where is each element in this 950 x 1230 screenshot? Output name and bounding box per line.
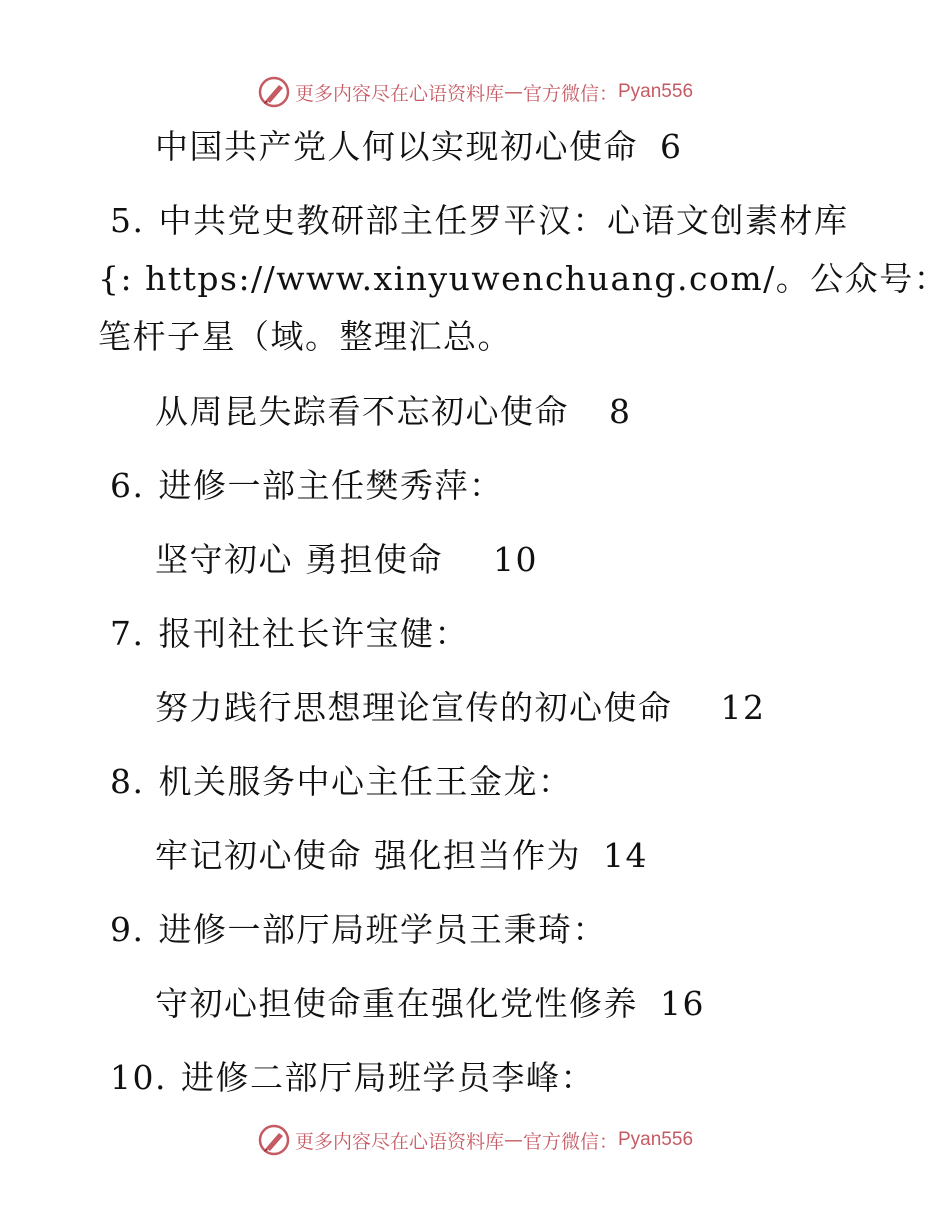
banner-dash: — — [503, 81, 523, 103]
toc-title-line — [155, 984, 705, 1024]
toc-entry-number: 5. — [110, 201, 145, 240]
toc-title-line — [155, 836, 648, 876]
toc-title-line — [155, 127, 683, 167]
toc-continuation-text: 笔杆子星（域。整理汇总。 — [98, 317, 512, 356]
header-banner — [0, 72, 950, 112]
toc-continuation-line — [98, 259, 948, 299]
toc-entry-number: 7. — [110, 614, 145, 653]
toc-entry-number: 10. — [110, 1058, 167, 1097]
banner-official: 官方微信： — [522, 82, 618, 105]
toc-entry-line — [110, 1058, 595, 1098]
toc-entry-line — [110, 910, 607, 950]
toc-entry-text: 进修一部主任樊秀萍： — [158, 466, 504, 505]
toc-title: 努力践行思想理论宣传的初心使命 — [155, 688, 673, 727]
toc-title-line — [155, 392, 632, 432]
toc-entry-text: 报刊社社长许宝健： — [158, 614, 469, 653]
footer-banner — [0, 1120, 950, 1160]
toc-title: 从周昆失踪看不忘初心使命 — [155, 392, 569, 431]
toc-page-number: 12 — [720, 688, 766, 727]
toc-entry-number: 8. — [110, 762, 145, 801]
toc-page-number: 10 — [493, 540, 538, 579]
toc-entry-text: 进修一部厅局班学员王秉琦： — [158, 910, 607, 949]
toc-entry-text: 进修二部厅局班学员李峰： — [180, 1058, 595, 1097]
toc-continuation-line — [98, 317, 512, 357]
toc-page-number: 16 — [660, 984, 705, 1023]
toc-entry-number: 6. — [110, 466, 145, 505]
toc-page-number: 8 — [609, 392, 632, 431]
toc-continuation-text: {: https://www.xinyuwenchuang.com/。公众号： — [98, 259, 949, 298]
banner-text: 更多内容尽在心语资料库 — [294, 1130, 504, 1153]
banner-account: Pyan556 — [618, 81, 694, 102]
toc-entry-number: 9. — [110, 910, 145, 949]
banner-text: 更多内容尽在心语资料库 — [294, 82, 504, 105]
toc-title: 中国共产党人何以实现初心使命 — [155, 127, 638, 166]
banner-dash: — — [503, 1129, 523, 1151]
toc-title-line — [155, 688, 766, 728]
toc-entry-line — [110, 466, 504, 506]
pen-logo-icon — [257, 75, 291, 109]
banner-account: Pyan556 — [618, 1129, 694, 1150]
toc-title: 坚守初心 勇担使命 — [155, 540, 443, 579]
toc-page-number: 6 — [660, 127, 683, 166]
toc-title: 牢记初心使命 强化担当作为 — [155, 836, 581, 875]
toc-page-number: 14 — [603, 836, 648, 875]
toc-entry-text: 机关服务中心主任王金龙： — [158, 762, 573, 801]
toc-title-line — [155, 540, 538, 580]
toc-title: 守初心担使命重在强化党性修养 — [155, 984, 638, 1023]
toc-entry-line — [110, 614, 469, 654]
banner-official: 官方微信： — [522, 1130, 618, 1153]
toc-entry-line — [110, 201, 849, 241]
toc-entry-line — [110, 762, 573, 802]
pen-logo-icon — [257, 1123, 291, 1157]
toc-entry-text: 中共党史教研部主任罗平汉：心语文创素材库 — [158, 201, 849, 240]
